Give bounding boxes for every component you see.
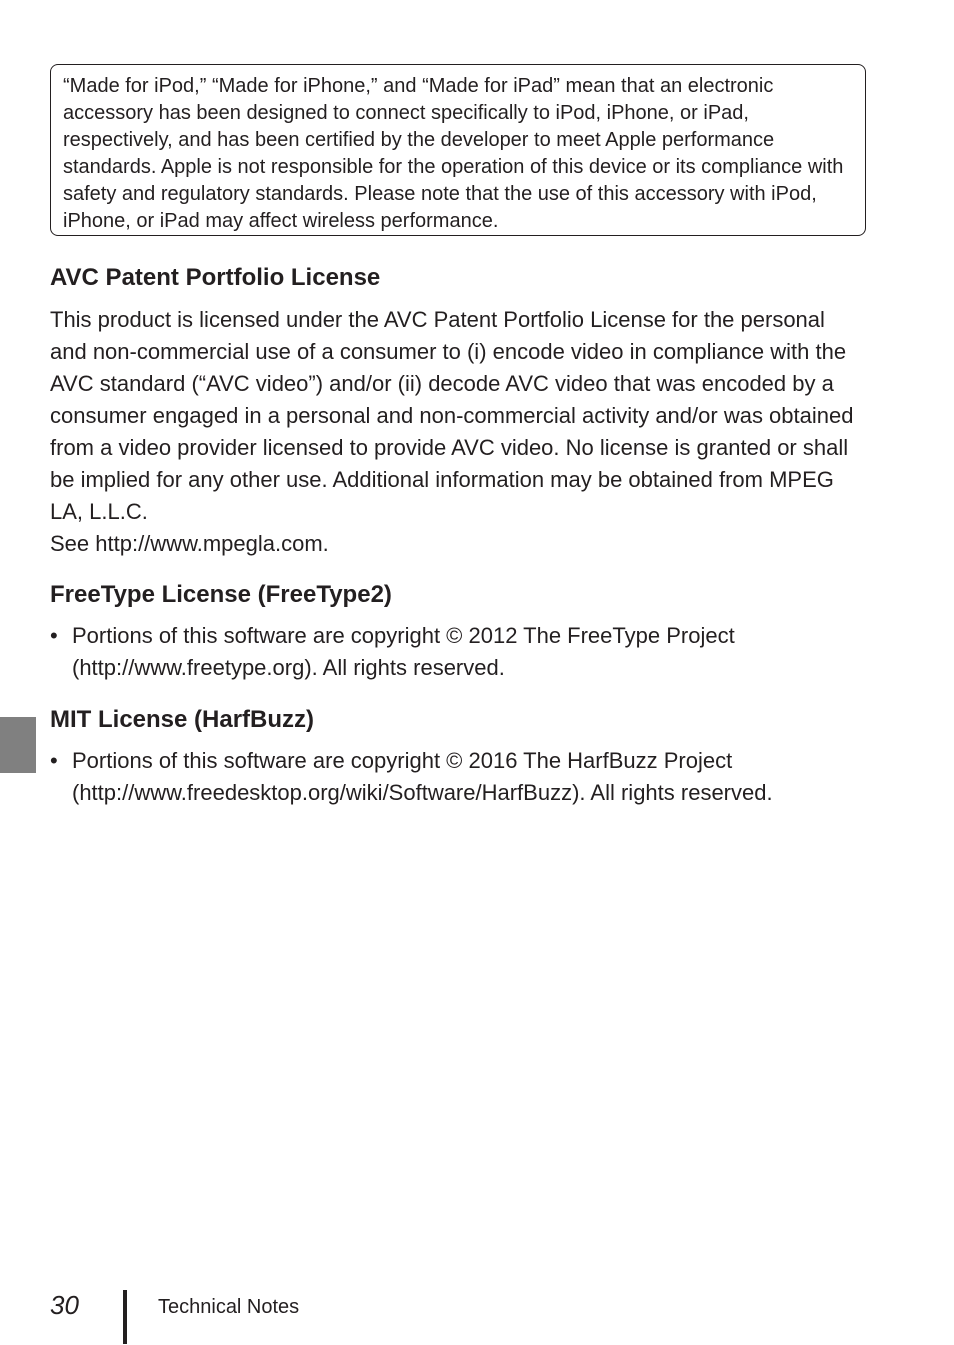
mit-heading: MIT License (HarfBuzz) [50, 706, 315, 733]
mit-list-item [50, 745, 860, 809]
footer-divider [123, 1290, 127, 1344]
apple-notice-box [50, 64, 866, 236]
freetype-bullet-text: Portions of this software are copyright © 2012 The FreeType Project (http://www.freetype.org). All rights reserved. [72, 623, 735, 680]
page-number: 30 [50, 1290, 79, 1320]
apple-notice-text: “Made for iPod,” “Made for iPhone,” and “Made for iPad” mean that an electronic accessory has been designed to connect specifically to iPod, iPhone, or iPad, respectively, and has been certified by the developer to meet Apple performance standards. Apple is not responsible for the operation of this device or its compliance with safety and regulatory standards. Please note that the use of this accessory with iPod, iPhone, or iPad may affect wireless performance. [63, 75, 844, 232]
freetype-list-item [50, 620, 860, 684]
avc-see-link: See http://www.mpegla.com. [50, 531, 329, 556]
mit-bullet-text: Portions of this software are copyright © 2016 The HarfBuzz Project (http://www.freedesktop.org/wiki/Software/HarfBuzz). All rights reserved. [72, 748, 773, 805]
bullet-icon: • [50, 623, 58, 648]
bullet-icon: • [50, 748, 58, 773]
footer-section-label: Technical Notes [158, 1296, 300, 1318]
section-tab-marker [0, 717, 36, 773]
freetype-heading: FreeType License (FreeType2) [50, 581, 392, 608]
avc-body: This product is licensed under the AVC Patent Portfolio License for the personal and non-commercial use of a consumer to (i) encode video in compliance with the AVC standard (“AVC video”) and/or (ii) decode AVC video that was encoded by a consumer engaged in a personal and non-commercial activity and/or was obtained from a video provider licensed to provide AVC video. No license is granted or shall be implied for any other use. Additional information may be obtained from MPEG LA, L.L.C. [50, 307, 854, 524]
avc-heading: AVC Patent Portfolio License [50, 264, 381, 291]
